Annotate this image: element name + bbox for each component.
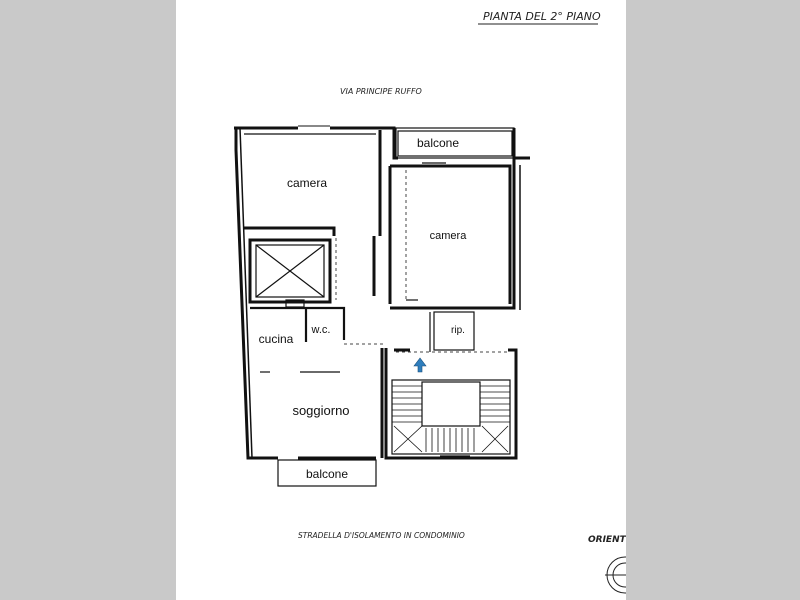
compass-icon (605, 557, 626, 593)
floor-plan-sheet (176, 0, 626, 600)
plan-title: PIANTA DEL 2° PIANO (483, 10, 601, 23)
orientation-label: ORIENT (588, 535, 626, 545)
floor-plan (176, 0, 626, 600)
exterior-walls (234, 128, 530, 458)
entrance-arrow-icon (414, 358, 426, 372)
label-rip: rip. (451, 325, 465, 336)
label-balcone-bottom: balcone (305, 467, 349, 481)
label-wc: w.c. (311, 324, 331, 336)
entrance-arrow-shape (414, 358, 426, 372)
label-cucina: cucina (258, 332, 294, 346)
label-balcone-top: balcone (416, 136, 460, 150)
label-camera-right: camera (429, 230, 467, 242)
label-soggiorno: soggiorno (292, 403, 350, 418)
street-bottom-label: STRADELLA D'ISOLAMENTO IN CONDOMINIO (298, 531, 465, 540)
elevator-shaft (250, 238, 336, 307)
street-top-label: VIA PRINCIPE RUFFO (340, 87, 422, 96)
stairwell (386, 348, 516, 458)
label-camera-left: camera (286, 176, 328, 190)
room-camera-left (244, 126, 380, 296)
